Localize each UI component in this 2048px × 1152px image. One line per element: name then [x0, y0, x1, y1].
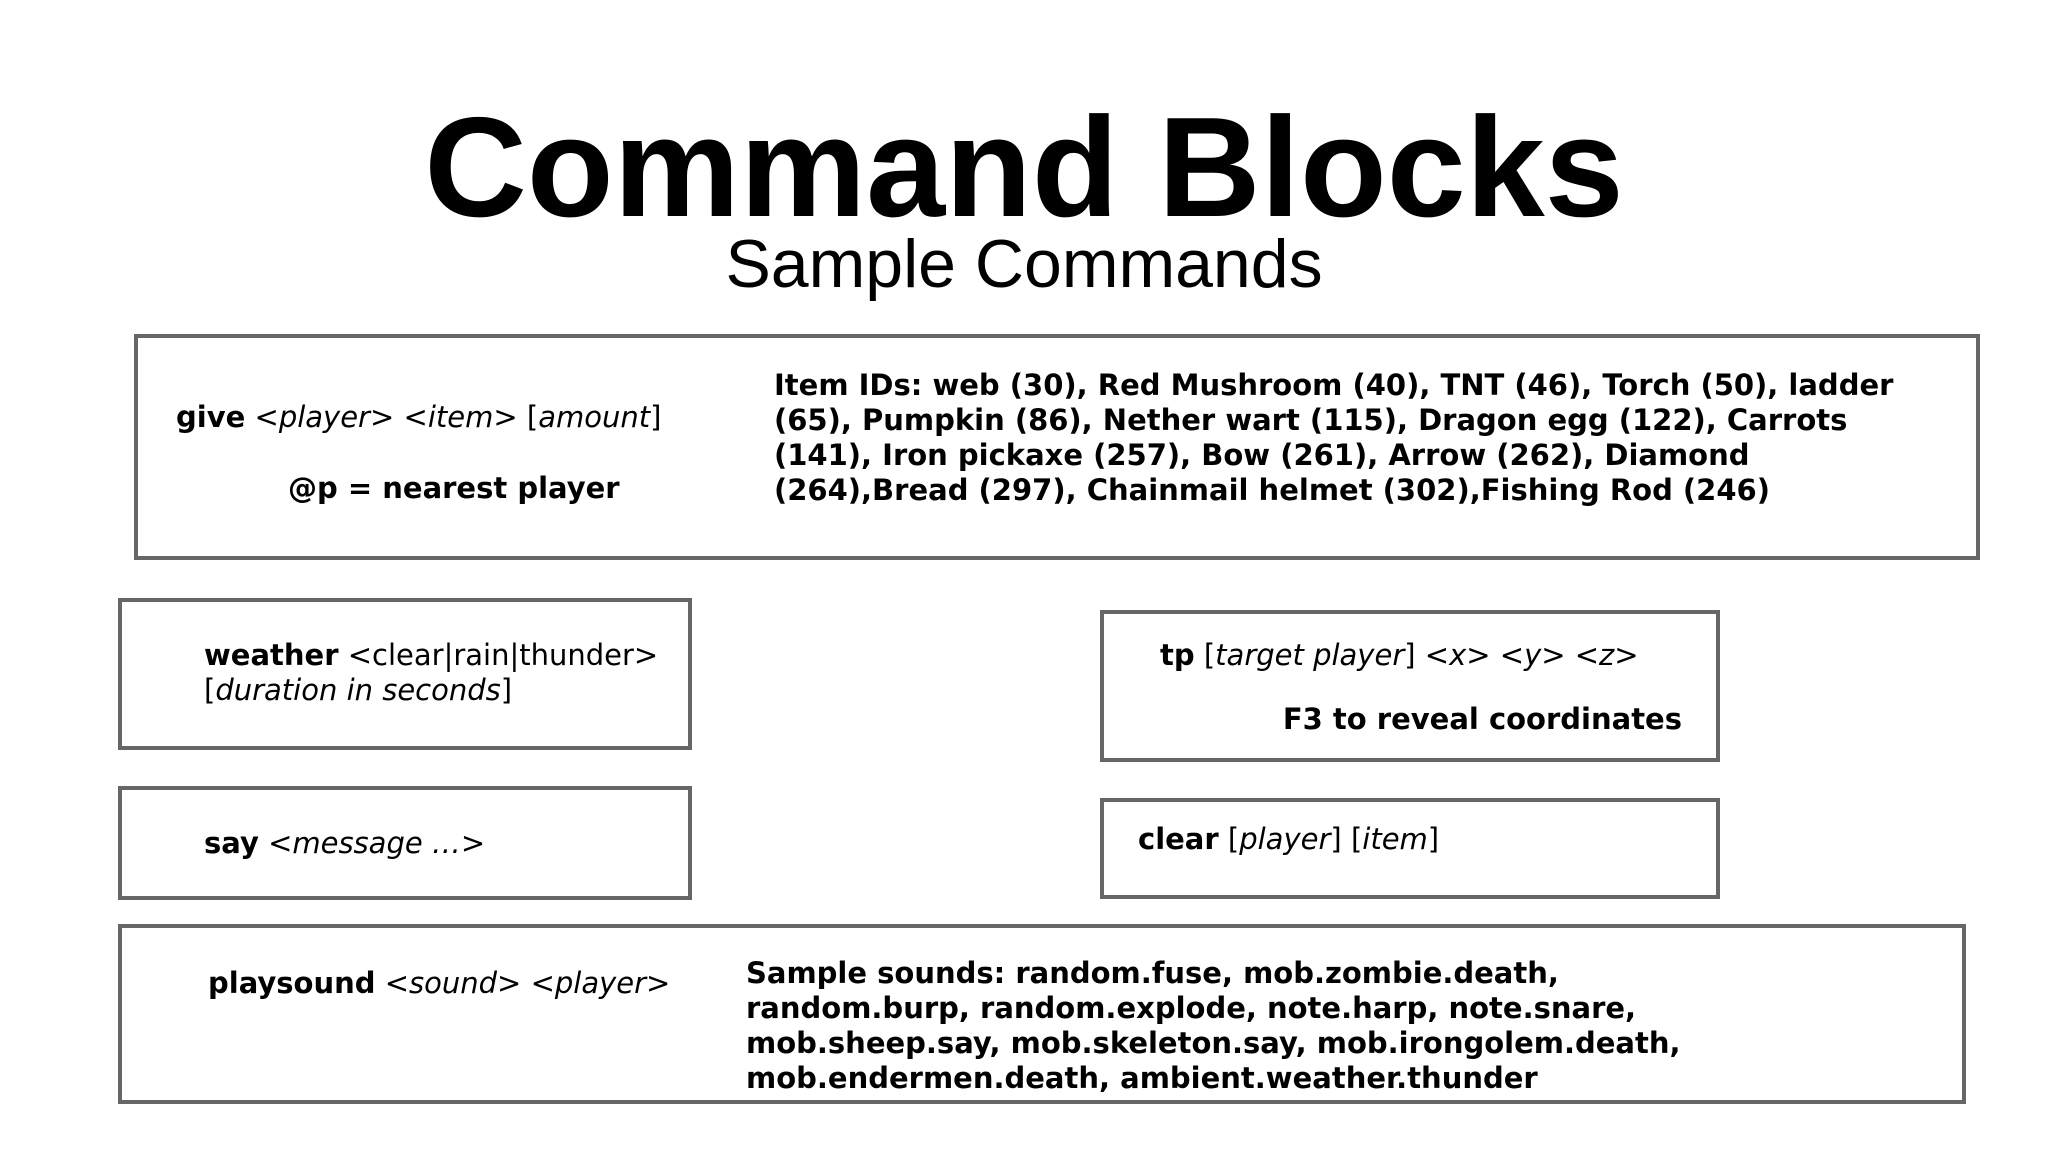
tp-syntax	[1160, 638, 1639, 673]
tp-coords: <x> <y> <z>	[1424, 638, 1639, 672]
clear-player: [player]	[1227, 822, 1342, 856]
tp-target: [target player]	[1203, 638, 1416, 672]
playsound-args: <sound> <player>	[384, 966, 671, 1000]
clear-command-name: clear	[1138, 822, 1219, 856]
tp-command-name: tp	[1160, 638, 1195, 672]
clear-item: [item]	[1350, 822, 1440, 856]
page-title: Command Blocks	[424, 88, 1624, 247]
weather-syntax	[204, 638, 674, 708]
weather-command-box	[118, 598, 692, 750]
give-syntax	[176, 400, 661, 435]
weather-options: <clear|rain|thunder>	[347, 638, 659, 672]
say-message: <message …>	[268, 826, 486, 860]
give-arg-player: <player>	[254, 400, 395, 434]
tp-note: F3 to reveal coordinates	[1282, 702, 1682, 736]
give-arg-amount: [amount]	[526, 400, 662, 434]
playsound-command-box	[118, 924, 1966, 1104]
give-note: @p = nearest player	[288, 471, 620, 505]
say-syntax	[204, 826, 485, 861]
clear-syntax	[1138, 822, 1439, 857]
give-arg-item: <item>	[403, 400, 518, 434]
give-command-box	[134, 334, 1980, 560]
page-subtitle: Sample Commands	[725, 226, 1323, 302]
weather-duration: [duration in seconds]	[204, 673, 513, 707]
sample-sounds-list: Sample sounds: random.fuse, mob.zombie.death, random.burp, random.explode, note.harp, note.snare, mob.sheep.say, mob.skeleton.say, mob.irongolem.death, mob.endermen.death, ambient.weather.thunder	[746, 956, 1681, 1095]
playsound-command-name: playsound	[208, 966, 376, 1000]
playsound-syntax	[208, 966, 670, 1001]
clear-command-box	[1100, 798, 1720, 899]
weather-command-name: weather	[204, 638, 339, 672]
give-command-name: give	[176, 400, 246, 434]
say-command-box	[118, 786, 692, 900]
tp-command-box	[1100, 610, 1720, 762]
say-command-name: say	[204, 826, 259, 860]
item-ids-list: Item IDs: web (30), Red Mushroom (40), TNT (46), Torch (50), ladder (65), Pumpkin (86), Nether wart (115), Dragon egg (122), Carrots (141), Iron pickaxe (257), Bow (261), Arrow (262), Diamond (264),Bread (297), Chainmail helmet (302),Fishing Rod (246)	[774, 368, 1894, 507]
